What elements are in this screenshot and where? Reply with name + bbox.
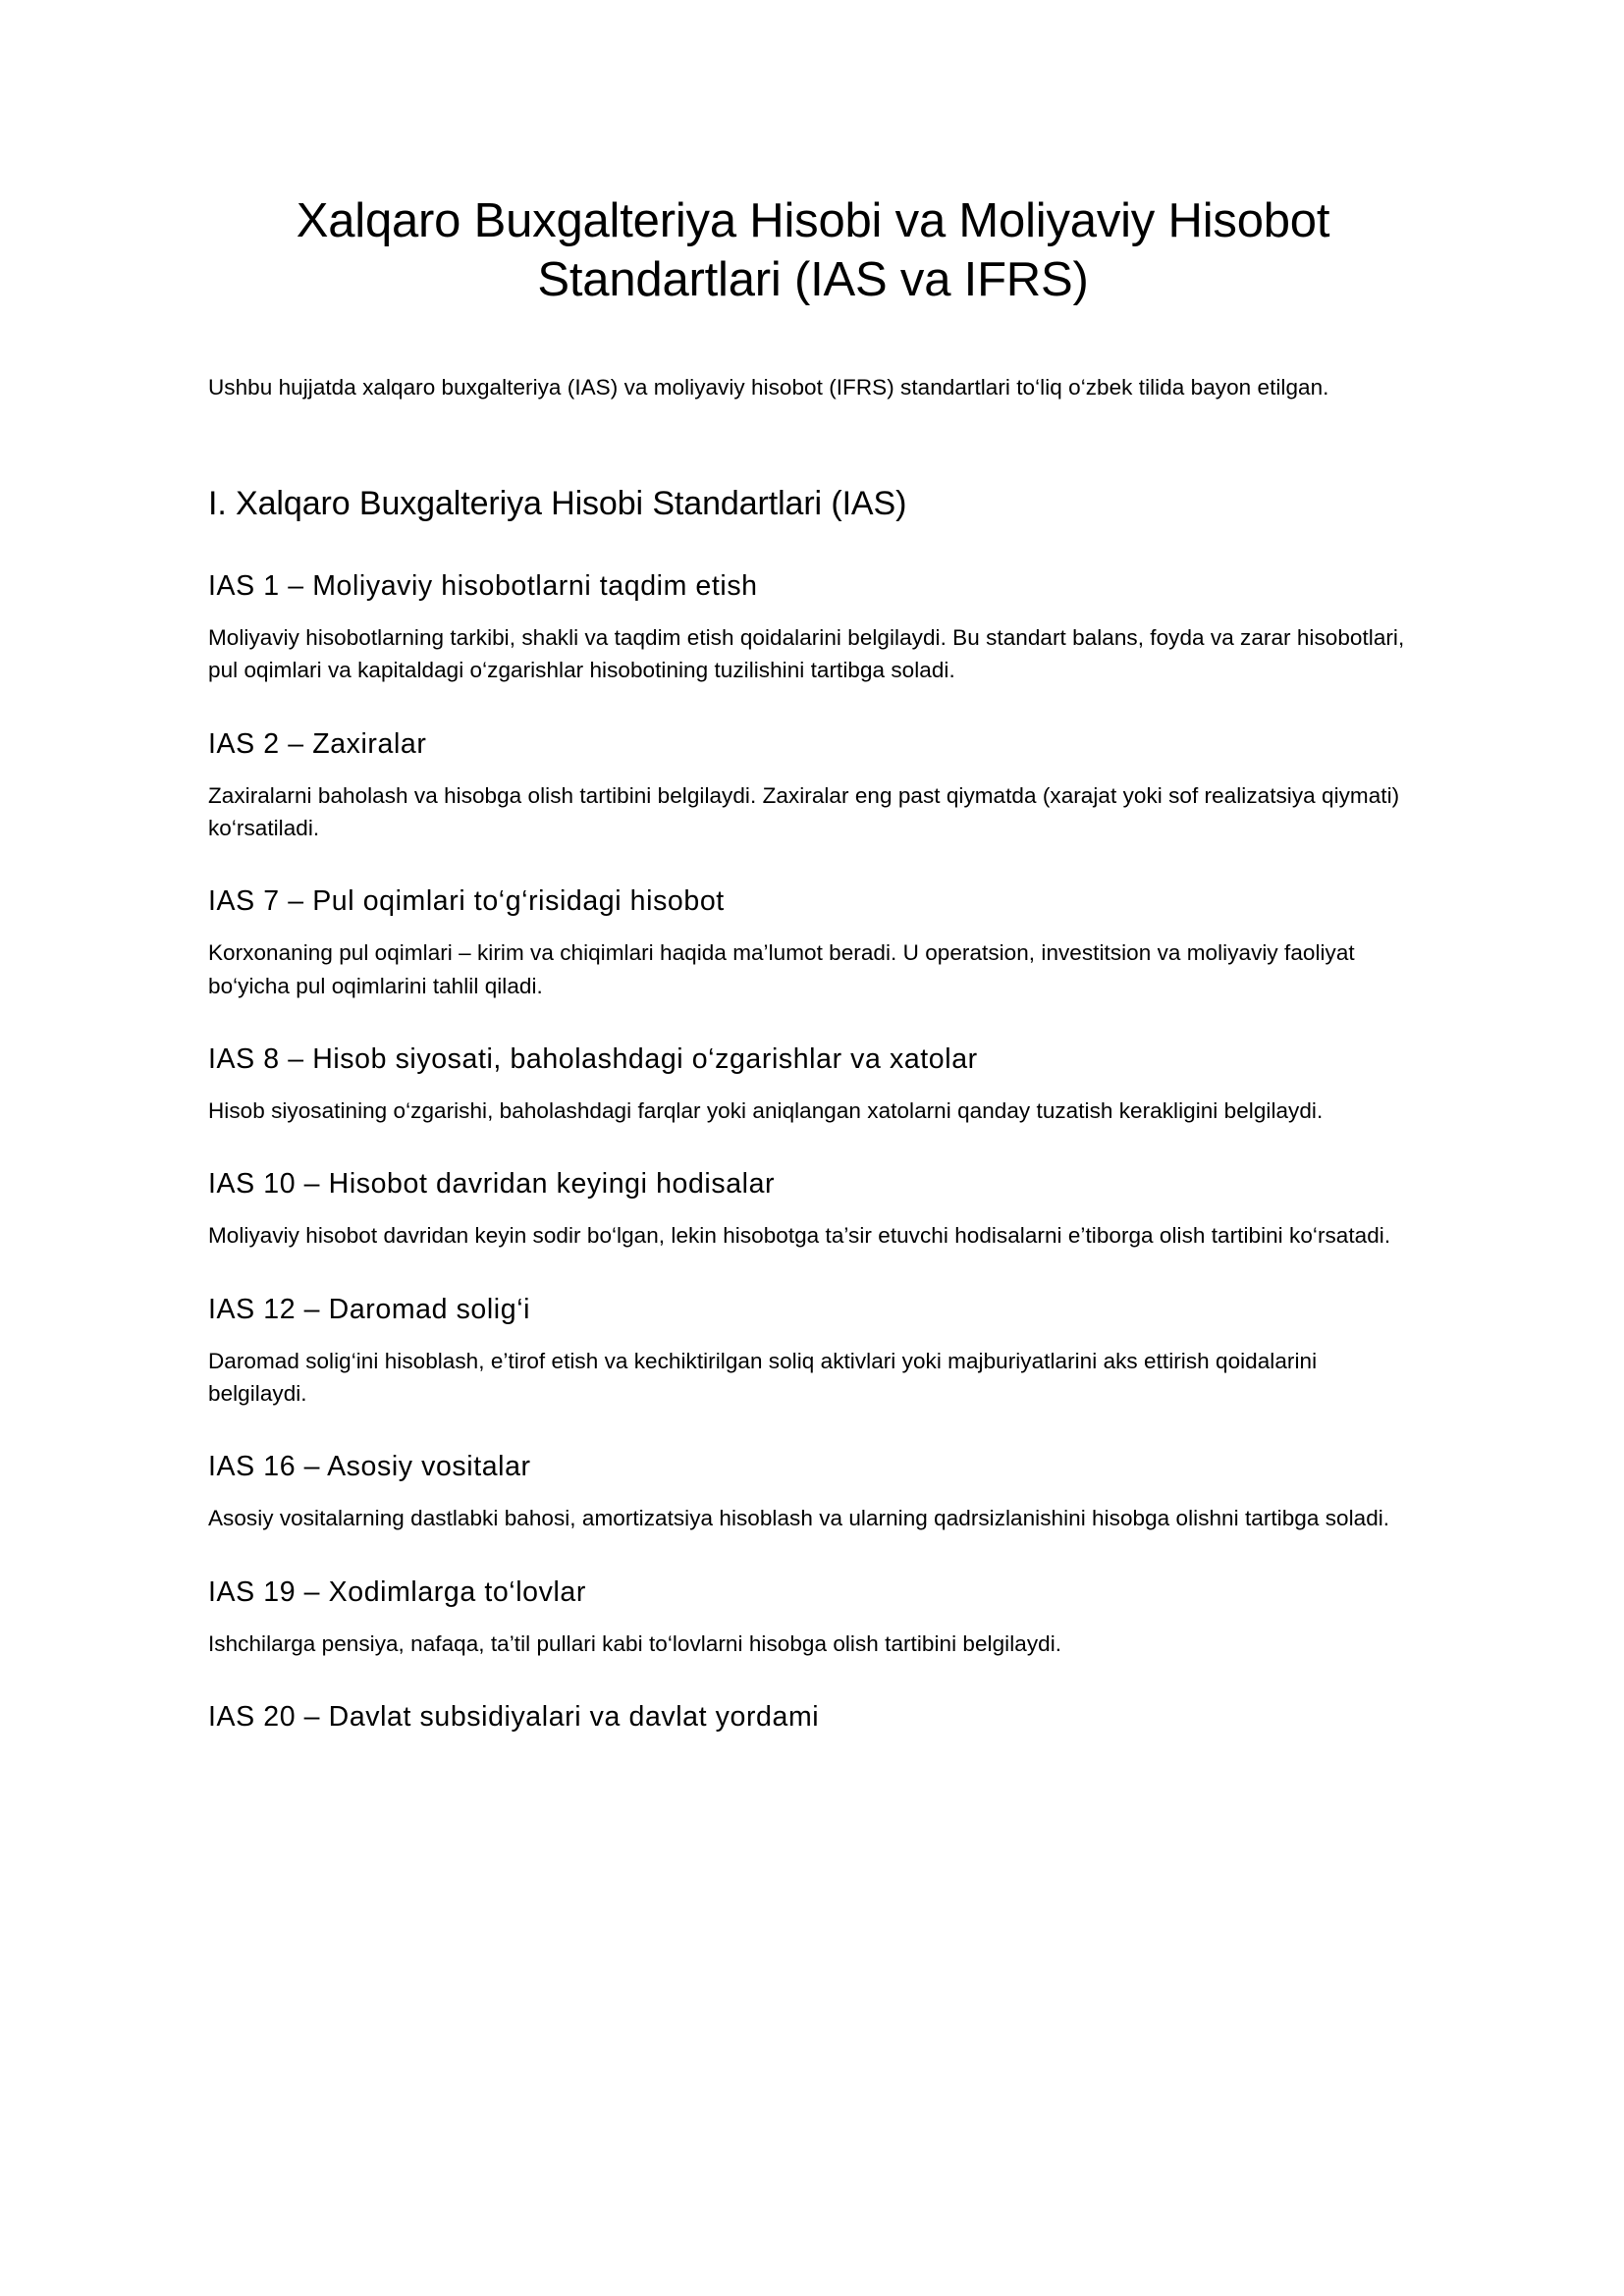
standard-entry <box>208 1166 1418 1252</box>
standard-title: IAS 1 – Moliyaviy hisobotlarni taqdim etish <box>208 570 758 603</box>
standard-entry <box>208 726 1418 845</box>
standard-body: Korxonaning pul oqimlari – kirim va chiqimlari haqida ma’lumot beradi. U operatsion, investitsion va moliyaviy faoliyat bo‘yicha pul oqimlarini tahlil qiladi. <box>208 940 1355 998</box>
document-intro-paragraph: Ushbu hujjatda xalqaro buxgalteriya (IAS) va moliyaviy hisobot (IFRS) standartlari to‘liq o‘zbek tilida bayon etilgan. <box>208 374 1329 400</box>
standard-body: Moliyaviy hisobotlarning tarkibi, shakli va taqdim etish qoidalarini belgilaydi. Bu standart balans, foyda va zarar hisobotlari, pul oqimlari va kapitaldagi o‘zgarishlar hisobotining tuzilishini tartibga soladi. <box>208 625 1405 683</box>
standard-body: Zaxiralarni baholash va hisobga olish tartibini belgilaydi. Zaxiralar eng past qiymatda (xarajat yoki sof realizatsiya qiymati) ko‘rsatiladi. <box>208 782 1400 840</box>
standard-entry <box>208 568 1418 687</box>
standard-body: Hisob siyosatining o‘zgarishi, baholashdagi farqlar yoki aniqlangan xatolarni qanday tuzatish kerakligini belgilaydi. <box>208 1097 1324 1123</box>
section-heading-ias: I. Xalqaro Buxgalteriya Hisobi Standartlari (IAS) <box>208 484 907 522</box>
document-content <box>208 191 1418 1735</box>
standard-body: Ishchilarga pensiya, nafaqa, ta’til pullari kabi to‘lovlarni hisobga olish tartibini belgilaydi. <box>208 1630 1062 1656</box>
standard-title: IAS 20 – Davlat subsidiyalari va davlat yordami <box>208 1700 820 1733</box>
standard-entry <box>208 883 1418 1002</box>
standard-title: IAS 2 – Zaxiralar <box>208 727 427 760</box>
page-title: Xalqaro Buxgalteriya Hisobi va Moliyaviy Hisobot Standartlari (IAS va IFRS) <box>296 194 1330 307</box>
standard-entry <box>208 1449 1418 1534</box>
standard-body: Daromad solig‘ini hisoblash, e’tirof etish va kechiktirilgan soliq aktivlari yoki majburiyatlarini aks ettirish qoidalarini belgilaydi. <box>208 1348 1318 1406</box>
standard-body: Asosiy vositalarning dastlabki bahosi, amortizatsiya hisoblash va ularning qadrsizlanishini hisobga olishni tartibga soladi. <box>208 1506 1390 1531</box>
standard-title: IAS 10 – Hisobot davridan keyingi hodisalar <box>208 1168 776 1201</box>
standard-title: IAS 19 – Xodimlarga to‘lovlar <box>208 1575 586 1608</box>
standard-body: Moliyaviy hisobot davridan keyin sodir bo‘lgan, lekin hisobotga ta’sir etuvchi hodisalarni e’tiborga olish tartibini ko‘rsatadi. <box>208 1223 1391 1249</box>
standard-title: IAS 12 – Daromad solig‘i <box>208 1293 531 1325</box>
standard-title: IAS 8 – Hisob siyosati, baholashdagi o‘zgarishlar va xatolar <box>208 1042 978 1075</box>
standard-title: IAS 7 – Pul oqimlari to‘g‘risidagi hisobot <box>208 885 725 918</box>
standard-entry <box>208 1575 1418 1660</box>
standard-title: IAS 16 – Asosiy vositalar <box>208 1451 531 1483</box>
standard-entry <box>208 1699 1418 1735</box>
standard-entry <box>208 1041 1418 1127</box>
standard-entry <box>208 1292 1418 1411</box>
